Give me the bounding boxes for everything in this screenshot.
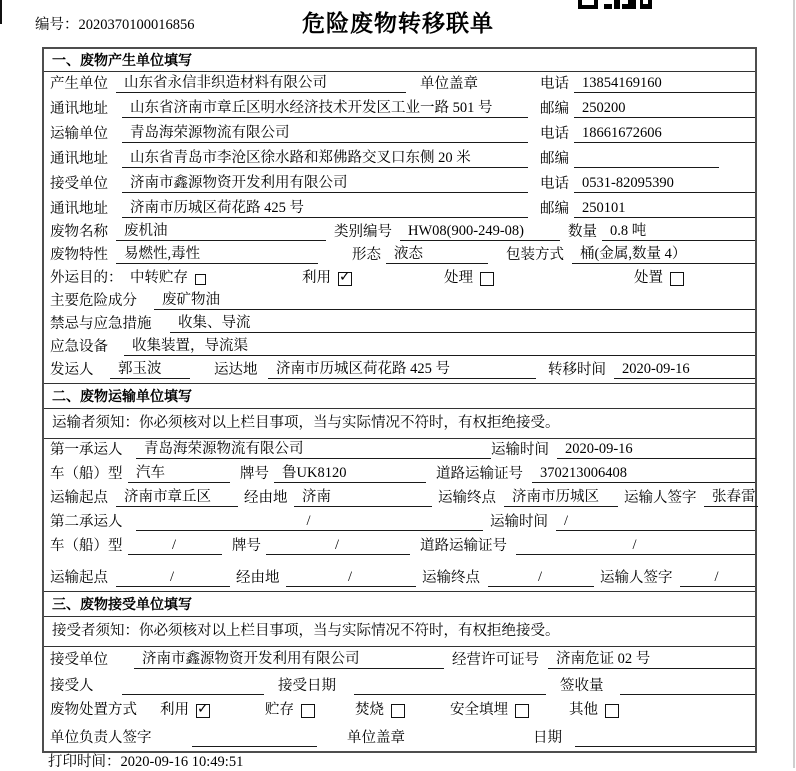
transport-time-label: 运输时间 [491, 442, 549, 458]
checkbox-disposal-other [605, 704, 619, 718]
transport-time-label: 运输时间 [490, 514, 548, 530]
zip-label: 邮编 [540, 101, 569, 117]
carrier1-time-value: 2020-09-16 [557, 441, 756, 459]
carrier1-row [44, 439, 755, 463]
checkbox-disposal-burn [391, 704, 405, 718]
section2-header: 二、废物运输单位填写 [44, 383, 755, 409]
seal-label: 单位盖章 [420, 76, 478, 92]
component-value: 废矿物油 [154, 288, 755, 310]
purpose-use-label: 利用 [302, 270, 331, 286]
disposal-store-option [265, 698, 315, 719]
quantity-label: 数量 [568, 224, 597, 240]
leader-sign-row [44, 723, 755, 751]
permit1-value: 370213006408 [532, 465, 755, 483]
transporter-notice: 运输者须知：你必须核对以上栏目事项，当与实际情况不符时，有权拒绝接受。 [44, 409, 755, 439]
address-label: 通讯地址 [50, 101, 108, 117]
phone-label: 电话 [540, 176, 569, 192]
end1-value: 济南市历城区 [504, 485, 618, 507]
sign1-value: 张春雷 [704, 485, 758, 507]
disposal-landfill-option [450, 698, 529, 719]
transporter-phone-value: 18661672606 [574, 125, 755, 143]
via-label: 经由地 [236, 570, 280, 586]
purpose-transfer-option [130, 266, 206, 287]
address-label: 通讯地址 [50, 201, 108, 217]
purpose-dispose-option [634, 266, 684, 287]
carrier2-label: 第二承运人 [50, 514, 123, 530]
consignor-label: 发运人 [50, 362, 94, 378]
disposal-use-label: 利用 [160, 702, 189, 718]
carrier2-value: / [136, 513, 483, 531]
receiver-notice: 接受者须知：你必须核对以上栏目事项，当与实际情况不符时，有权拒绝接受。 [44, 617, 755, 647]
origin-label: 运输起点 [50, 570, 108, 586]
transfer-time-value: 2020-09-16 [614, 361, 755, 379]
phone-label: 电话 [540, 126, 569, 142]
disposal-other-option [569, 698, 619, 719]
sign-qty-value [620, 694, 755, 695]
transfer-time-label: 转移时间 [548, 362, 606, 378]
transporter-zip-value [574, 167, 719, 168]
purpose-dispose-label: 处置 [634, 270, 663, 286]
zip-label: 邮编 [540, 151, 569, 167]
waste-name-value: 废机油 [116, 219, 326, 241]
quantity-value: 0.8 吨 [602, 219, 755, 241]
license-label: 经营许可证号 [452, 652, 539, 668]
carrier1-label: 第一承运人 [50, 442, 123, 458]
accept-unit-row [44, 647, 755, 673]
accept-date-label: 接受日期 [278, 678, 336, 694]
disposal-use-option [160, 698, 210, 719]
zip-label: 邮编 [540, 201, 569, 217]
origin-label: 运输起点 [50, 490, 108, 506]
end2-value: / [488, 569, 594, 587]
consignor-row [44, 360, 755, 383]
producer-address-row [44, 97, 755, 122]
transporter-label: 运输单位 [50, 126, 108, 142]
receiver-phone-value: 0531-82095390 [574, 175, 755, 193]
vehicle1-row [44, 463, 755, 487]
section1-header: 一、废物产生单位填写 [44, 49, 755, 72]
via1-value: 济南 [294, 485, 432, 507]
plate1-value: 鲁UK8120 [274, 461, 426, 483]
road-permit-label: 道路运输证号 [420, 538, 507, 554]
phone-label: 电话 [540, 76, 569, 92]
leader-sign-label: 单位负责人签字 [50, 730, 152, 746]
endpoint-label: 运输终点 [438, 490, 496, 506]
sign2-value: / [680, 569, 755, 587]
disposal-label: 废物处置方式 [50, 702, 137, 718]
vehicle2-value: / [128, 537, 222, 555]
receiver-zip-value: 250101 [574, 200, 755, 218]
vehicle1-value: 汽车 [128, 461, 230, 483]
serial-label: 编号： [35, 17, 79, 33]
date-value [575, 746, 755, 747]
address-label: 通讯地址 [50, 151, 108, 167]
accept-unit-value: 济南市鑫源物资开发利用有限公司 [134, 647, 444, 669]
date-label: 日期 [533, 730, 562, 746]
origin1-value: 济南市章丘区 [116, 485, 238, 507]
plate2-value: / [266, 537, 410, 555]
destination-value: 济南市历城区荷花路 425 号 [268, 357, 536, 379]
equipment-label: 应急设备 [50, 339, 108, 355]
producer-value: 山东省永信非织造材料有限公司 [116, 71, 406, 93]
checkbox-disposal-store [301, 704, 315, 718]
receiver-label: 接受单位 [50, 176, 108, 192]
producer-zip-value: 250200 [574, 100, 755, 118]
endpoint-label: 运输终点 [422, 570, 480, 586]
plate-label: 牌号 [240, 466, 269, 482]
taboo-value: 收集、导流 [170, 311, 755, 333]
print-time-label: 打印时间： [48, 754, 121, 770]
route2-row [44, 559, 755, 591]
serial-value: 2020370100016856 [78, 17, 195, 33]
transporter-address-row [44, 147, 755, 172]
acceptor-row [44, 673, 755, 699]
disposal-burn-label: 焚烧 [355, 702, 384, 718]
carrier1-value: 青岛海荣源物流有限公司 [136, 437, 491, 459]
component-label: 主要危险成分 [50, 293, 137, 309]
taboo-label: 禁忌与应急措施 [50, 316, 152, 332]
accept-date-value [354, 694, 546, 695]
unit-seal-label: 单位盖章 [347, 730, 405, 746]
producer-label: 产生单位 [50, 76, 108, 92]
carrier2-time-value: / [556, 513, 755, 531]
purpose-use-option [302, 266, 352, 287]
checkbox-transfer [195, 274, 206, 285]
via-label: 经由地 [244, 490, 288, 506]
receiver-row [44, 172, 755, 197]
leader-sign-value [192, 746, 317, 747]
purpose-treat-option [444, 266, 494, 287]
acceptor-value [122, 694, 264, 695]
transporter-sign-label: 运输人签字 [600, 570, 673, 586]
category-value: HW08(900-249-08) [400, 223, 560, 241]
equipment-value: 收集装置，导流渠 [124, 334, 755, 356]
road-permit-label: 道路运输证号 [436, 466, 523, 482]
purpose-treat-label: 处理 [444, 270, 473, 286]
manifest-form [42, 47, 757, 753]
receiver-address-value: 济南市历城区荷花路 425 号 [122, 196, 528, 218]
form-label: 形态 [352, 247, 381, 263]
consignor-value: 郭玉波 [110, 357, 190, 379]
permit2-value: / [516, 537, 755, 555]
checkbox-dispose [670, 272, 684, 286]
accept-unit-label: 接受单位 [50, 652, 108, 668]
sign-qty-label: 签收量 [560, 678, 604, 694]
plate-label: 牌号 [232, 538, 261, 554]
producer-row [44, 72, 755, 97]
disposal-other-label: 其他 [569, 702, 598, 718]
via2-value: / [286, 569, 416, 587]
receiver-value: 济南市鑫源物资开发利用有限公司 [122, 171, 528, 193]
destination-label: 运达地 [214, 362, 258, 378]
disposal-store-label: 贮存 [265, 702, 294, 718]
character-value: 易燃性,毒性 [116, 242, 318, 264]
purpose-label: 外运目的： [50, 270, 123, 286]
page-right-edge [793, 0, 795, 768]
disposal-burn-option [355, 698, 405, 719]
print-time-value: 2020-09-16 10:49:51 [120, 754, 244, 770]
carrier2-row [44, 511, 755, 535]
vehicle-type-label: 车（船）型 [50, 466, 123, 482]
producer-address-value: 山东省济南市章丘区明水经济技术开发区工业一路 501 号 [122, 96, 528, 118]
route1-row [44, 487, 755, 511]
purpose-transfer-label: 中转贮存 [130, 270, 188, 286]
disposal-landfill-label: 安全填埋 [450, 702, 508, 718]
character-label: 废物特性 [50, 247, 108, 263]
packing-value: 桶(金属,数量 4） [572, 242, 755, 264]
disposal-method-row [44, 699, 755, 723]
checkbox-disposal-use [196, 704, 210, 718]
checkbox-disposal-landfill [515, 704, 529, 718]
checkbox-use [338, 272, 352, 286]
category-label: 类别编号 [334, 224, 392, 240]
transporter-address-value: 山东省青岛市李沧区徐水路和郑佛路交叉口东侧 20 米 [122, 146, 528, 168]
transporter-row [44, 122, 755, 147]
origin2-value: / [116, 569, 230, 587]
vehicle2-row [44, 535, 755, 559]
vehicle-type-label: 车（船）型 [50, 538, 123, 554]
checkbox-treat [480, 272, 494, 286]
acceptor-label: 接受人 [50, 678, 94, 694]
producer-phone-value: 13854169160 [574, 75, 755, 93]
waste-character-row [44, 245, 755, 268]
transporter-value: 青岛海荣源物流有限公司 [122, 121, 528, 143]
waste-name-label: 废物名称 [50, 224, 108, 240]
packing-label: 包装方式 [506, 247, 564, 263]
transporter-sign-label: 运输人签字 [624, 490, 697, 506]
page-title: 危险废物转移联单 [302, 10, 494, 36]
form-value: 液态 [386, 242, 488, 264]
section3-header: 三、废物接受单位填写 [44, 591, 755, 617]
license-value: 济南危证 02 号 [548, 647, 755, 669]
